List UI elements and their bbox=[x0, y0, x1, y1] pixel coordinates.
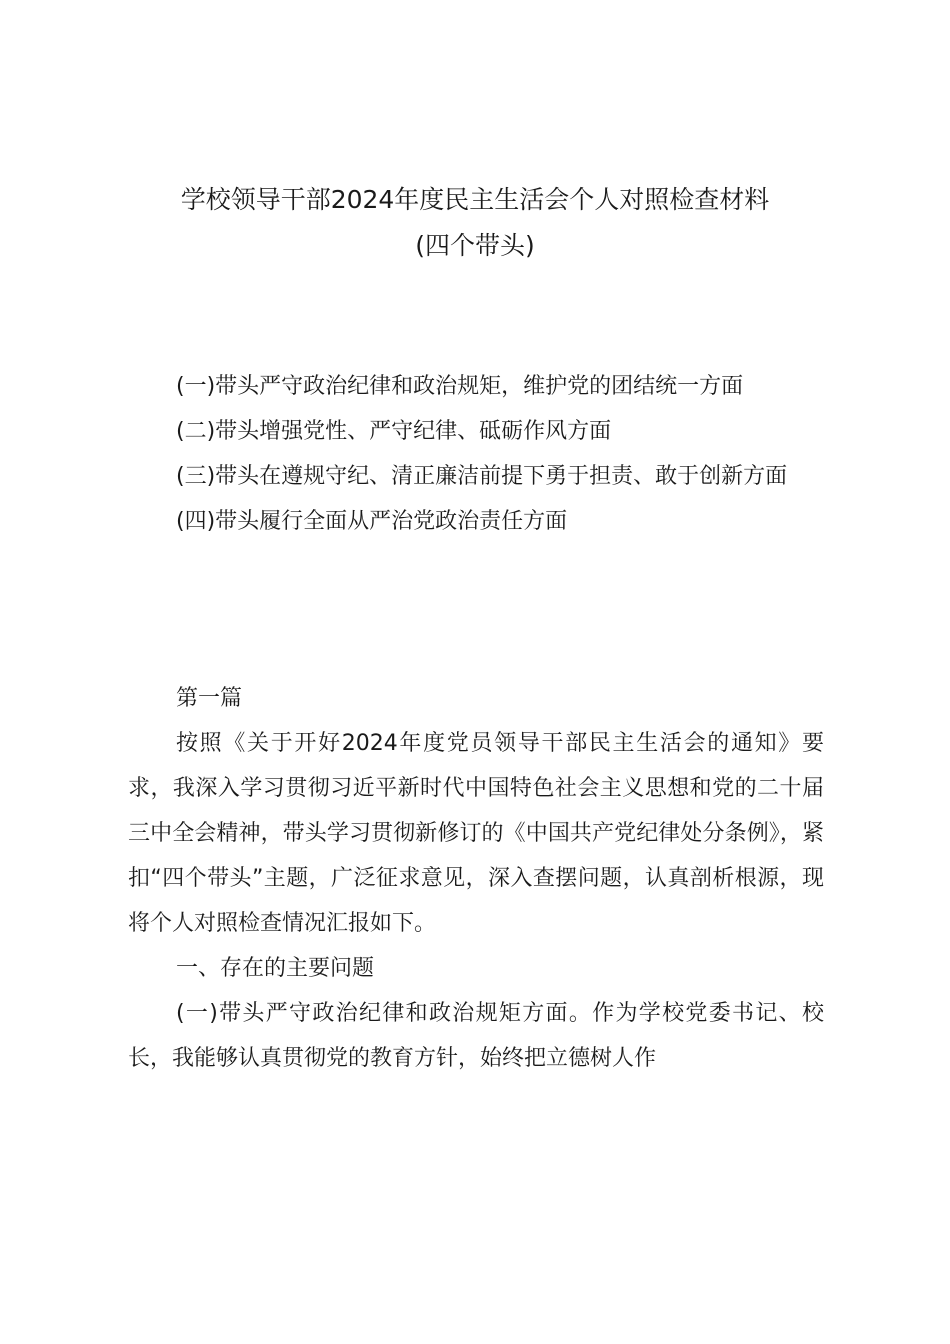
document-title: 学校领导干部2024年度民主生活会个人对照检查材料 bbox=[180, 185, 770, 214]
point-1-paragraph: (一)带头严守政治纪律和政治规矩方面。作为学校党委书记、校长，我能够认真贯彻党的教育方针，始终把立德树人作 bbox=[128, 1001, 824, 1071]
outline-item-4: (四)带头履行全面从严治党政治责任方面 bbox=[176, 509, 568, 534]
outline-list bbox=[128, 364, 828, 544]
intro-paragraph: 按照《关于开好2024年度党员领导干部民主生活会的通知》要求，我深入学习贯彻习近平新时代中国特色社会主义思想和党的二十届三中全会精神，带头学习贯彻新修订的《中国共产党纪律处分条例》，紧扣“四个带头”主题，广泛征求意见，深入查摆问题，认真剖析根源，现将个人对照检查情况汇报如下。 bbox=[128, 731, 824, 936]
outline-item-1: (一)带头严守政治纪律和政治规矩，维护党的团结统一方面 bbox=[176, 374, 744, 399]
outline-item-2: (二)带头增强党性、严守纪律、砥砺作风方面 bbox=[176, 419, 612, 444]
outline-item-3: (三)带头在遵规守纪、清正廉洁前提下勇于担责、敢于创新方面 bbox=[176, 464, 788, 489]
document-subtitle: (四个带头) bbox=[415, 231, 535, 260]
problems-heading: 一、存在的主要问题 bbox=[176, 956, 375, 981]
section-body bbox=[128, 676, 824, 1081]
section-heading: 第一篇 bbox=[176, 686, 243, 711]
